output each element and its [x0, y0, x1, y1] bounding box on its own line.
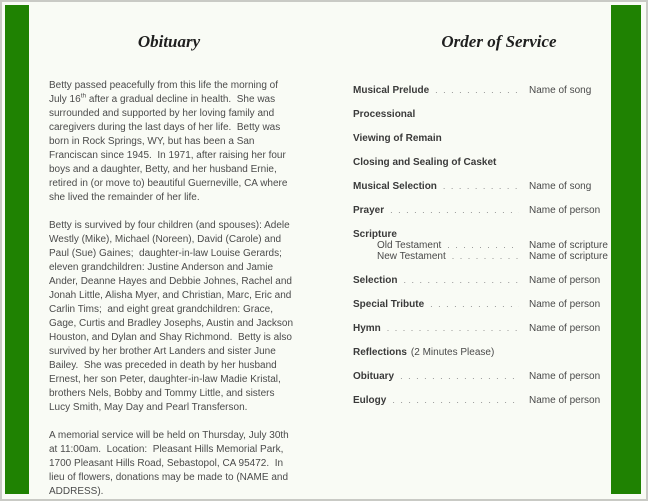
obituary-paragraph-3: A memorial service will be held on Thursday, July 30th at 11:00am. Location: Pleasant Hills Memorial Park, 1700 Pleasant Hills Road, Sebastopol, CA 95472. In lieu of flowers, donations may be made to (NAME and ADDRESS). [49, 430, 292, 497]
order-item-value: Name of person [529, 275, 601, 286]
order-item-selection [353, 275, 609, 286]
dot-leader [430, 299, 519, 310]
order-item-processional [353, 109, 609, 120]
order-item-label: Scripture [353, 229, 397, 240]
order-item-label: Selection [353, 275, 398, 286]
order-item-eulogy [353, 395, 609, 406]
order-item-note: (2 Minutes Please) [410, 347, 495, 358]
dot-leader [403, 275, 519, 286]
order-item-special-tribute [353, 299, 609, 310]
right-accent-bar [611, 5, 641, 494]
order-subitem-value: Name of scripture [529, 240, 608, 251]
order-item-label: Viewing of Remain [353, 133, 442, 144]
order-item-label: Musical Selection [353, 181, 437, 192]
order-item-musical-prelude [353, 85, 609, 96]
order-item-value: Name of person [529, 395, 601, 406]
order-item-scripture [353, 229, 609, 240]
dot-leader [400, 371, 519, 382]
ordinal-suffix: th [80, 92, 87, 100]
order-item-value: Name of person [529, 371, 601, 382]
order-item-label: Special Tribute [353, 299, 425, 310]
order-item-label: Obituary [353, 371, 395, 382]
order-item-label: Processional [353, 109, 416, 120]
order-item-label: Eulogy [353, 395, 387, 406]
dot-leader [390, 205, 519, 216]
order-item-obituary [353, 371, 609, 382]
order-subitem-old-testament [377, 240, 609, 251]
order-item-value: Name of song [529, 181, 592, 192]
obituary-paragraph-1-text: Betty passed peacefully from this life the morning of July 16 [49, 80, 281, 105]
dot-leader [447, 240, 519, 251]
order-item-value: Name of person [529, 323, 601, 334]
order-item-viewing-of-remain [353, 133, 609, 144]
order-item-label: Prayer [353, 205, 385, 216]
dot-leader [452, 251, 519, 262]
obituary-body [49, 79, 297, 499]
dot-leader [392, 395, 519, 406]
order-item-label: Musical Prelude [353, 85, 430, 96]
order-item-label: Closing and Sealing of Casket [353, 157, 497, 168]
dot-leader [435, 85, 519, 96]
order-item-reflections [353, 347, 609, 358]
order-item-label: Hymn [353, 323, 381, 334]
order-subitem-label: New Testament [377, 251, 446, 262]
obituary-paragraph-1-continued: after a gradual decline in health. She was surrounded and supported by her loving family and caregivers during the last days of her life. Betty was born in Rock Springs, WY, but has been a San Franciscan since 1945. In 1971, after raising her four boys and a daughter, Betty, and her husband Ernie, retired in (or move to) beautiful Guerneville, CA where she lived the remainder of her life. [49, 94, 291, 203]
dot-leader [443, 181, 519, 192]
obituary-paragraph-2: Betty is survived by four children (and spouses): Adele Westly (Mike), Michael (Noreen), David (Carole) and Paul (Sue) Gaines; daughter-in-law Louise Gerards; eleven grandchildren: Justine Anderson and Jamie Ander, Deanne Hayes and Debbie Johnes, Rachel and Jonah Little, Alisha Myer, and Christian, Marc, Eric and Carlin Tims; and eight great grandchildren: Grace, Gage, Curtis and Bradley Josephs, Austin and Jackson Houston, and Dylan and Shay Richmond. Betty is also survived by her brother Art Landers and sister June Bailey. She was preceded in death by her husband Ernest, her son Peter, daughter-in-law Madie Kristal, brothers Nels, Bobby and Tommy Little, and sisters Lucy Smith, May Day and Pearl Transferson. [49, 220, 296, 413]
order-item-value: Name of song [529, 85, 592, 96]
order-subitem-value: Name of scripture [529, 251, 608, 262]
order-item-value: Name of person [529, 205, 601, 216]
order-of-service-page [353, 32, 609, 419]
obituary-page [49, 32, 297, 501]
order-item-closing-and-sealing [353, 157, 609, 168]
obituary-paragraph-1 [49, 79, 297, 205]
order-item-prayer [353, 205, 609, 216]
order-item-scripture-group [353, 229, 609, 262]
order-subitem-new-testament [377, 251, 609, 262]
order-item-value: Name of person [529, 299, 601, 310]
order-item-hymn [353, 323, 609, 334]
order-of-service-title: Order of Service [441, 32, 557, 51]
order-item-label: Reflections [353, 347, 407, 358]
order-item-musical-selection [353, 181, 609, 192]
dot-leader [387, 323, 519, 334]
left-accent-bar [5, 5, 29, 494]
obituary-title: Obituary [137, 32, 201, 51]
order-subitem-label: Old Testament [377, 240, 442, 251]
